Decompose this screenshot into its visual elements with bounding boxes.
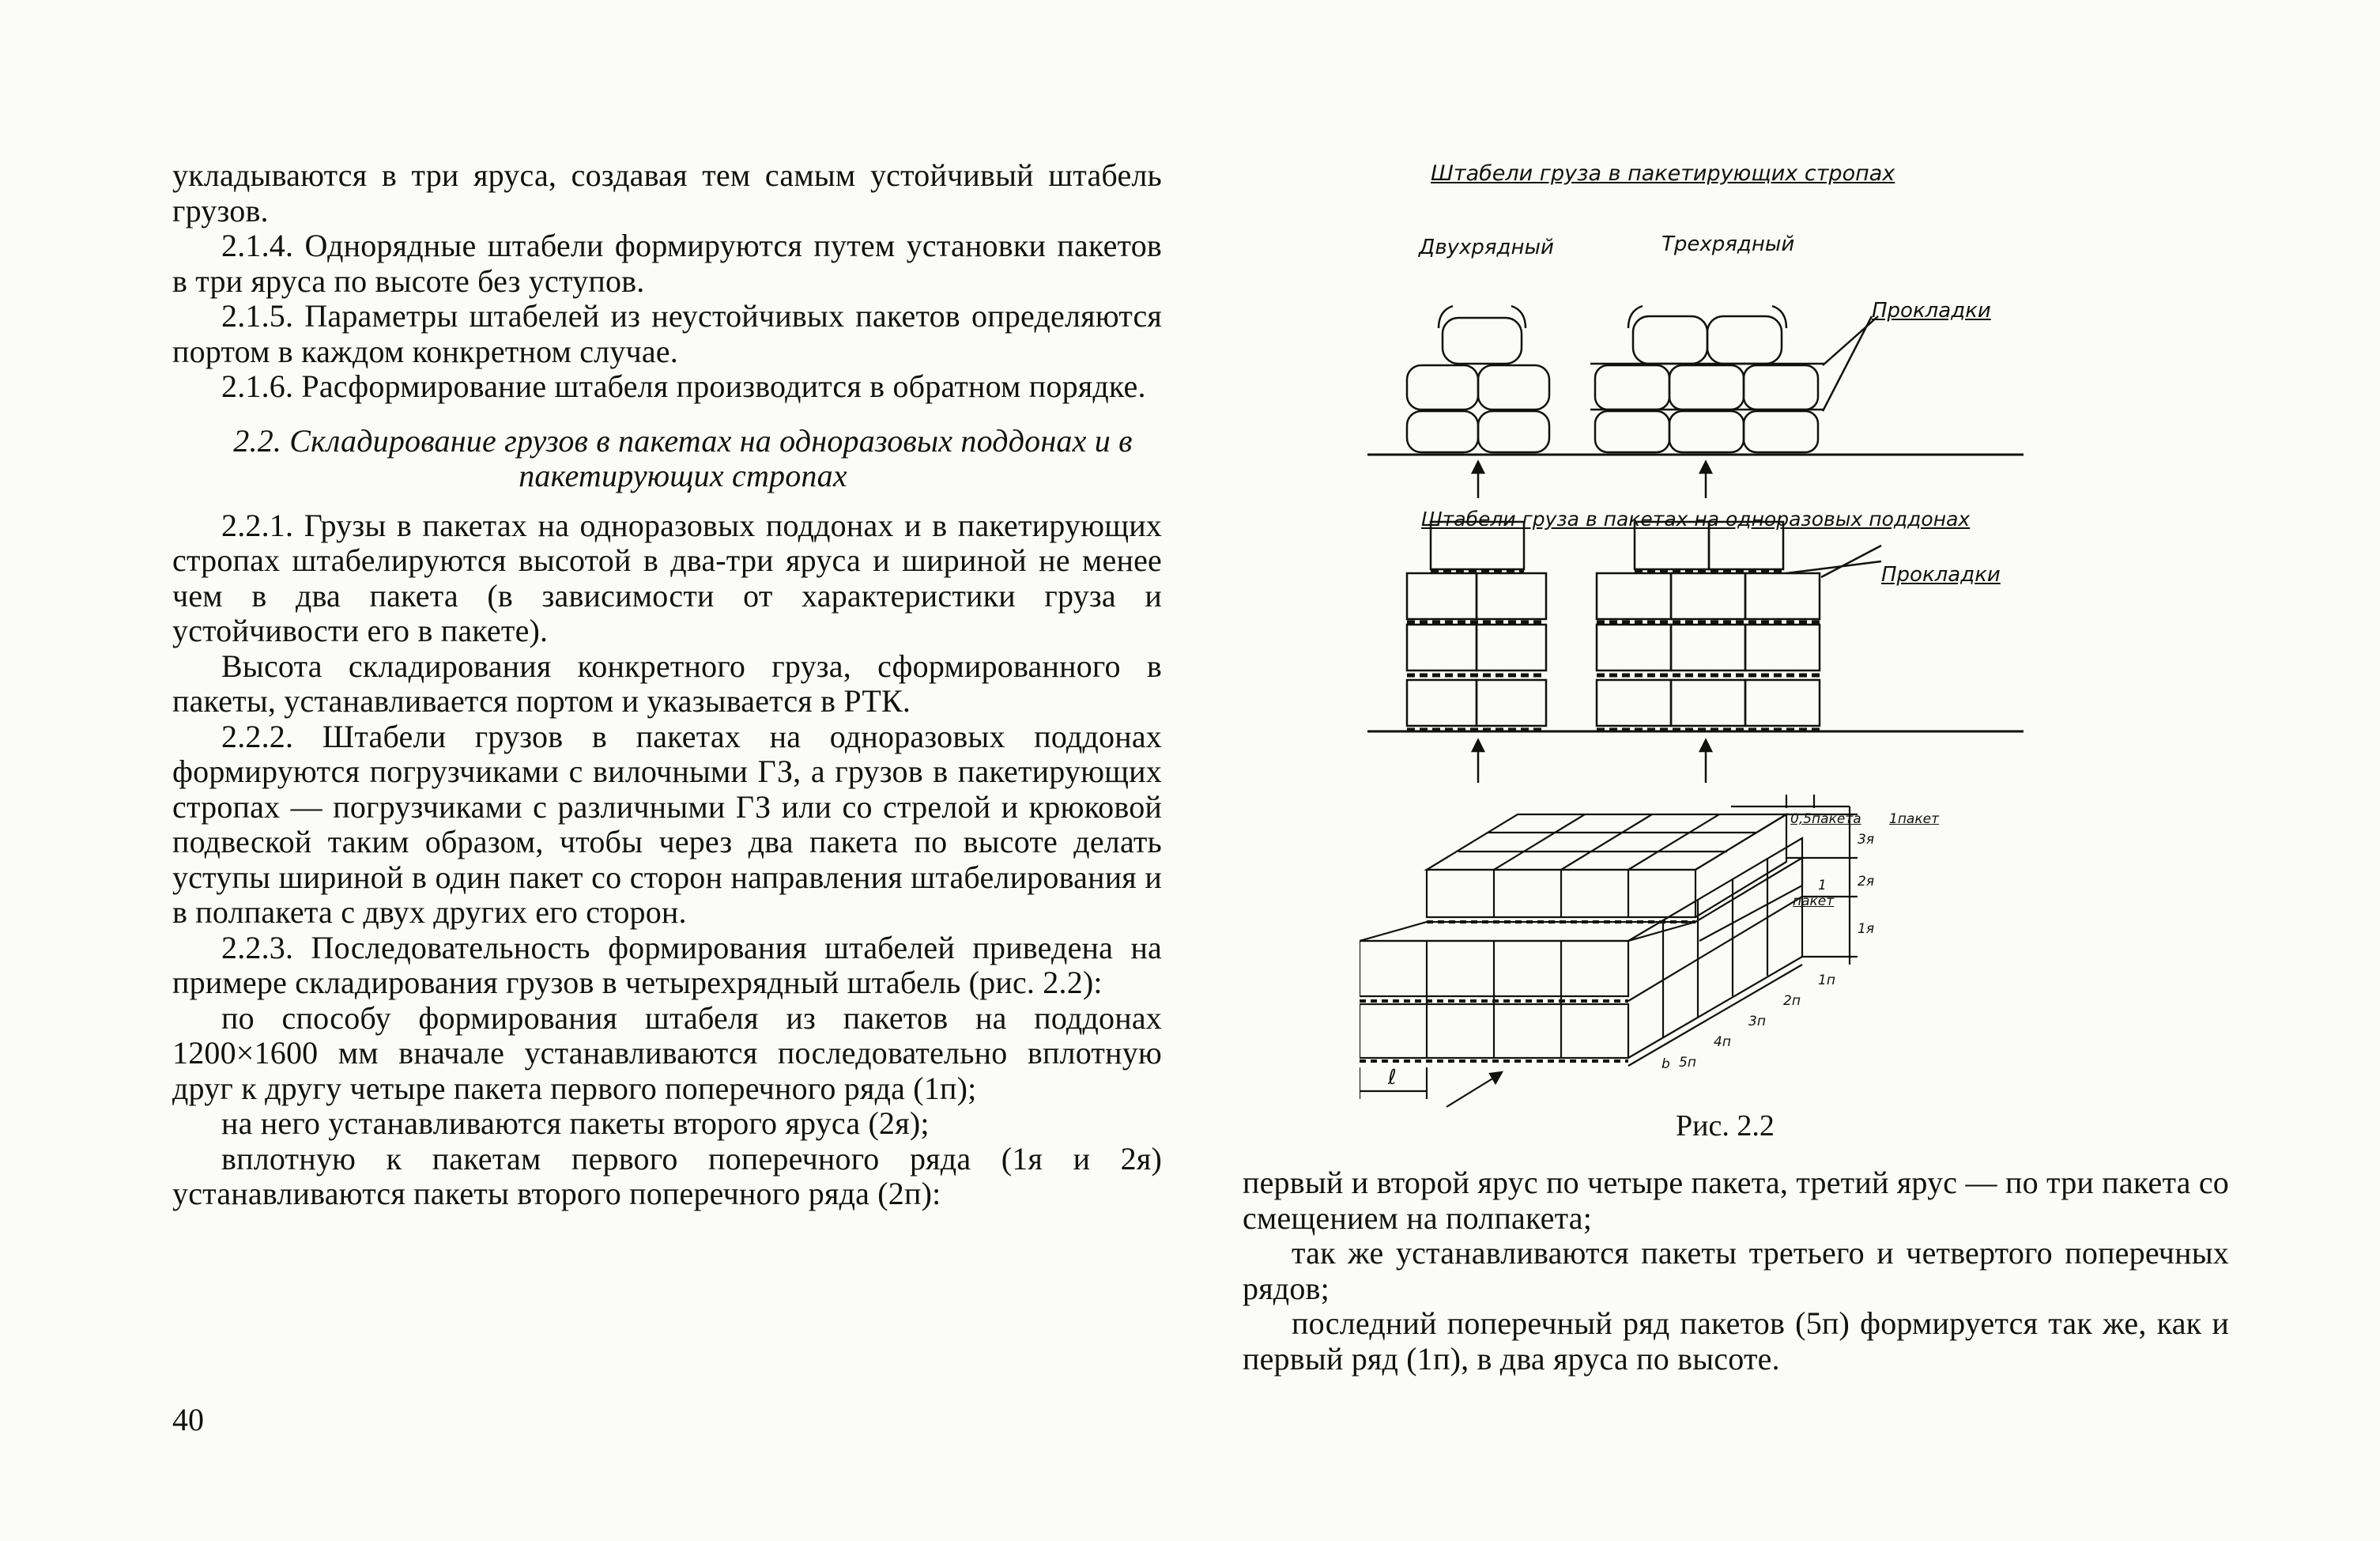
paragraph: 2.2.1. Грузы в пакетах на одноразовых поддонах и в пакетирующих стропах штабелируются высотой в два-три яруса и шириной не менее чем в два пакета (в зависимости от характеристики груза и устойчивости его в пакете). [172, 507, 1162, 648]
two-row-sling-stack [1407, 306, 1549, 452]
section-heading: 2.2. Складирование грузов в пакетах на одноразовых поддонах и в пакетирующих стропах [233, 422, 1133, 493]
label-row-2: 2п [1783, 993, 1801, 1009]
paragraph: 2.1.4. Однорядные штабели формируются путем установки пакетов в три яруса по высоте без уступов. [172, 228, 1162, 299]
label-half-packet: 0,5пакета [1790, 811, 1861, 827]
figure-title-pallets: Штабели груза в пакетах на одноразовых поддонах [1421, 508, 1971, 531]
paragraph: последний поперечный ряд пакетов (5п) формируется так же, как и первый ряд (1п), в два яруса по высоте. [1243, 1305, 2229, 1377]
label-spacers-middle: Прокладки [1881, 563, 2001, 587]
label-three-row: Трехрядный [1661, 232, 1795, 256]
label-tier-3: 3я [1858, 832, 1875, 848]
right-column [1243, 1165, 2229, 1377]
label-tier-2: 2я [1858, 874, 1875, 889]
label-row-5: 5п [1679, 1055, 1696, 1071]
paragraph: так же устанавливаются пакеты третьего и четвертого поперечных рядов; [1243, 1235, 2229, 1306]
stack-diagram [1360, 150, 2110, 1170]
label-side-packet-1: 1 [1818, 878, 1827, 893]
paragraph: укладываются в три яруса, создавая тем самым устойчивый штабель грузов. [172, 157, 1162, 229]
label-spacers-top: Прокладки [1872, 299, 1991, 323]
label-row-4: 4п [1714, 1034, 1731, 1050]
paragraph: 2.2.2. Штабели грузов в пакетах на одноразовых поддонах формируются погрузчиками с вилочными ГЗ, а грузов в пакетирующих стропах — погрузчиками с различными ГЗ или со стрелой и крюковой подвеской таким образом, чтобы через два пакета по высоте делать уступы шириной в один пакет со сторон направления штабелирования и в полпакета с двух других его сторон. [172, 718, 1162, 930]
label-dim-b: b [1661, 1056, 1670, 1072]
label-tier-1: 1я [1858, 921, 1875, 937]
page-number: 40 [172, 1402, 204, 1437]
paragraph: 2.1.5. Параметры штабелей из неустойчивых пакетов определяются портом в каждом конкретном случае. [172, 298, 1162, 369]
label-dim-l: ℓ [1388, 1066, 1397, 1090]
three-row-sling-stack [1590, 306, 1824, 452]
label-two-row: Двухрядный [1419, 236, 1554, 259]
paragraph: 2.2.3. Последовательность формирования штабелей приведена на примере складирования грузов в четырехрядный штабель (рис. 2.2): [172, 929, 1162, 1000]
figure-2-2 [1360, 150, 2110, 1170]
label-one-packet: 1пакет [1889, 811, 1939, 827]
paragraph: первый и второй ярус по четыре пакета, третий ярус — по три пакета со смещением на полпакета; [1243, 1165, 2229, 1236]
figure-caption: Рис. 2.2 [1676, 1109, 1775, 1143]
paragraph: на него устанавливаются пакеты второго яруса (2я); [221, 1105, 930, 1141]
label-side-packet-2: пакет [1793, 893, 1835, 909]
paragraph: по способу формирования штабеля из пакетов на поддонах 1200×1600 мм вначале устанавливаются последовательно вплотную друг к другу четыре пакета первого поперечного ряда (1п); [172, 999, 1162, 1106]
three-row-pallet-stack [1597, 522, 1820, 730]
figure-title-sling: Штабели груза в пакетирующих стропах [1431, 161, 1895, 186]
paragraph: Высота складирования конкретного груза, сформированного в пакеты, устанавливается портом и указывается в РТК. [172, 648, 1162, 719]
two-row-pallet-stack [1407, 522, 1546, 730]
left-column [172, 158, 1162, 1212]
isometric-stack [1360, 795, 1858, 1107]
label-row-1: 1п [1818, 973, 1835, 988]
paragraph: 2.1.6. Расформирование штабеля производится в обратном порядке. [221, 368, 1146, 404]
label-row-3: 3п [1748, 1014, 1766, 1029]
paragraph: вплотную к пакетам первого поперечного ряда (1я и 2я) устанавливаются пакеты второго поперечного ряда (2п): [172, 1140, 1162, 1211]
